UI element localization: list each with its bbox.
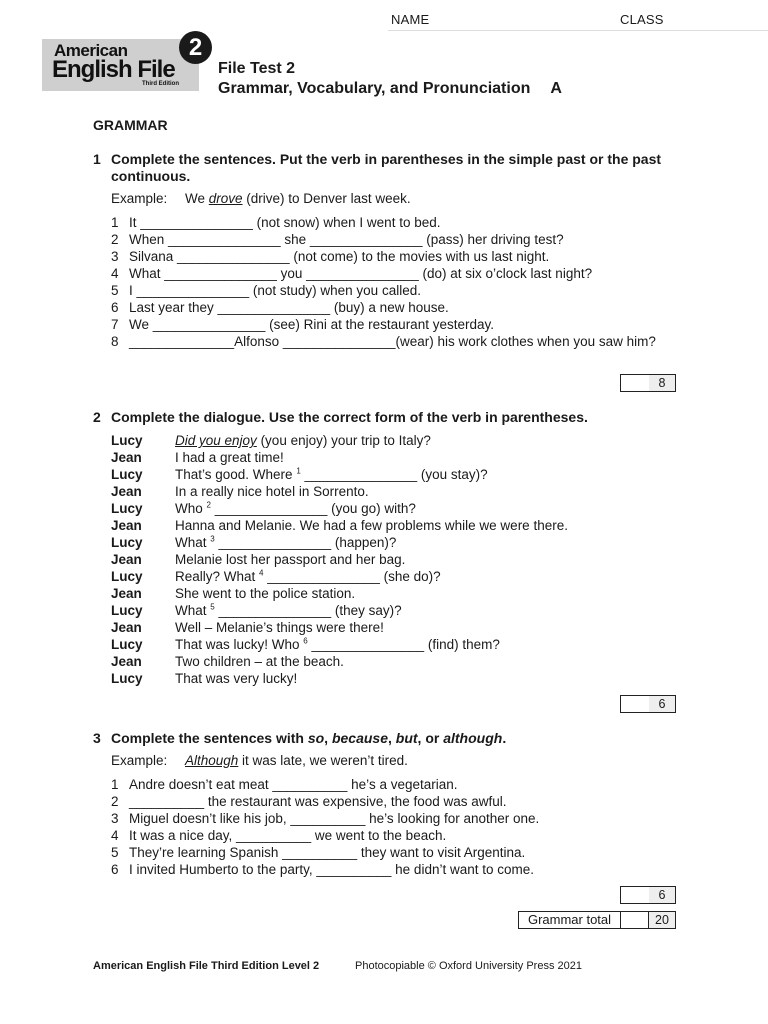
keyword-so: so	[307, 730, 325, 746]
footer-copyright: Photocopiable © Oxford University Press 2021	[355, 960, 582, 972]
text-before: Hanna and Melanie. We had a few problems while we were there.	[175, 518, 568, 533]
item-text: It was a nice day, __________ we went to the beach.	[129, 828, 447, 843]
text-after: _______________ (they say)?	[214, 603, 402, 618]
item-text: Silvana _______________ (not come) to the movies with us last night.	[129, 249, 550, 264]
dialogue-text	[175, 432, 431, 449]
instruction-text: Complete the sentences with	[111, 730, 308, 746]
score-input-box[interactable]	[620, 886, 650, 904]
american-english-file-logo	[42, 34, 203, 91]
dialogue-text	[175, 483, 369, 500]
item-number: 8	[111, 334, 119, 349]
logo-line1: American	[54, 41, 128, 60]
text-before: Well – Melanie’s things were there!	[175, 620, 384, 635]
item-text: I invited Humberto to the party, __________ he didn’t want to come.	[129, 862, 534, 877]
question-1-score-box	[620, 374, 676, 391]
item-number: 7	[111, 317, 119, 332]
item-number: 2	[111, 794, 119, 809]
question-instruction	[111, 730, 671, 747]
logo-level-badge: 2	[179, 31, 212, 64]
item-number: 2	[111, 232, 119, 247]
speaker-name: Jean	[111, 552, 142, 567]
example-text-after: (drive) to Denver last week.	[242, 191, 411, 206]
question-number: 2	[93, 409, 101, 425]
item-number: 1	[111, 777, 119, 792]
name-label: NAME	[391, 12, 430, 27]
item-number: 3	[111, 249, 119, 264]
speaker-name: Jean	[111, 654, 142, 669]
separator: ,	[324, 730, 332, 746]
score-max: 8	[649, 374, 676, 392]
dialogue-text	[175, 585, 355, 602]
item-number: 5	[111, 283, 119, 298]
dialogue-text	[175, 551, 405, 568]
gap-number: 1	[296, 466, 301, 476]
item-number: 1	[111, 215, 119, 230]
logo-edition: Third Edition	[142, 81, 179, 87]
item-text: Last year they _______________ (buy) a new house.	[129, 300, 449, 315]
keyword-although: although	[443, 730, 503, 746]
section-heading-grammar: GRAMMAR	[93, 117, 168, 133]
score-max: 6	[649, 886, 676, 904]
dialogue-text	[175, 670, 297, 687]
text-after: _______________ (find) them?	[307, 637, 500, 652]
question-number: 1	[93, 151, 101, 167]
dialogue-text	[175, 653, 344, 670]
test-title: File Test 2	[218, 60, 296, 77]
item-text: They’re learning Spanish __________ they want to visit Argentina.	[129, 845, 526, 860]
text-before: Melanie lost her passport and her bag.	[175, 552, 406, 567]
item-number: 6	[111, 300, 119, 315]
item-number: 5	[111, 845, 119, 860]
separator: ,	[388, 730, 396, 746]
item-number: 4	[111, 266, 119, 281]
speaker-name: Lucy	[111, 433, 143, 448]
text-before: In a really nice hotel in Sorrento.	[175, 484, 369, 499]
gap-number: 4	[259, 568, 264, 578]
test-subtitle-text: Grammar, Vocabulary, and Pronunciation	[218, 80, 531, 97]
text-before: She went to the police station.	[175, 586, 356, 601]
text-after: _______________ (you go) with?	[210, 501, 416, 516]
grammar-total-input-box[interactable]	[620, 911, 649, 929]
question-number: 3	[93, 730, 101, 746]
item-number: 6	[111, 862, 119, 877]
text-before: That’s good. Where	[175, 467, 297, 482]
question-1-example	[111, 191, 411, 206]
text-before: Who	[175, 501, 207, 516]
instruction-end: .	[502, 730, 507, 746]
gap-number: 3	[210, 534, 215, 544]
item-text: It _______________ (not snow) when I went to bed.	[129, 215, 441, 230]
speaker-name: Lucy	[111, 501, 143, 516]
speaker-name: Lucy	[111, 671, 143, 686]
item-text: __________ the restaurant was expensive, the food was awful.	[129, 794, 507, 809]
speaker-name: Lucy	[111, 569, 143, 584]
dialogue-text	[175, 500, 416, 517]
page-footer	[93, 960, 582, 972]
logo-line2: English File	[52, 56, 175, 83]
test-subtitle	[218, 80, 562, 98]
speaker-name: Lucy	[111, 637, 143, 652]
gap-number: 6	[303, 636, 308, 646]
item-text: We _______________ (see) Rini at the restaurant yesterday.	[129, 317, 494, 332]
dialogue-text	[175, 517, 568, 534]
header-fields	[0, 12, 768, 30]
item-number: 4	[111, 828, 119, 843]
text-after: _______________ (she do)?	[263, 569, 441, 584]
question-3-score-box	[620, 886, 676, 903]
score-input-box[interactable]	[620, 695, 650, 713]
speaker-name: Jean	[111, 450, 142, 465]
speaker-name: Jean	[111, 518, 142, 533]
example-text-after: it was late, we weren’t tired.	[238, 753, 408, 768]
dialogue-text	[175, 466, 488, 483]
dialogue-text	[175, 534, 396, 551]
footer-course: American English File Third Edition Level 2	[93, 960, 320, 972]
item-number: 3	[111, 811, 119, 826]
example-label: Example:	[111, 191, 168, 206]
text-before: Really? What	[175, 569, 260, 584]
gap-number: 5	[210, 602, 215, 612]
text-after: _______________ (you stay)?	[300, 467, 488, 482]
speaker-name: Lucy	[111, 467, 143, 482]
text-before: Two children – at the beach.	[175, 654, 344, 669]
speaker-name: Jean	[111, 620, 142, 635]
header-divider	[388, 30, 768, 31]
grammar-total-max: 20	[649, 911, 676, 929]
grammar-total-label: Grammar total	[518, 911, 621, 929]
example-answer: Although	[185, 753, 239, 768]
keyword-because: because	[331, 730, 388, 746]
score-max: 6	[649, 695, 676, 713]
text-before: What	[175, 535, 211, 550]
question-instruction: Complete the sentences. Put the verb in parentheses in the simple past or the past continuous.	[111, 151, 662, 184]
item-text: Andre doesn’t eat meat __________ he’s a vegetarian.	[129, 777, 458, 792]
separator: , or	[417, 730, 444, 746]
speaker-name: Jean	[111, 586, 142, 601]
speaker-name: Lucy	[111, 603, 143, 618]
text-before: That was lucky! Who	[175, 637, 304, 652]
item-text: When _______________ she _______________ (pass) her driving test?	[129, 232, 564, 247]
example-text-before: We	[185, 191, 209, 206]
class-label: CLASS	[620, 12, 664, 27]
dialogue-text	[175, 568, 441, 585]
speaker-name: Jean	[111, 484, 142, 499]
text-after: (you enjoy) your trip to Italy?	[256, 433, 431, 448]
dialogue-text	[175, 602, 402, 619]
example-answer: Did you enjoy	[175, 433, 257, 448]
gap-number: 2	[206, 500, 211, 510]
text-before: I had a great time!	[175, 450, 284, 465]
text-before: That was very lucky!	[175, 671, 298, 686]
dialogue-text	[175, 449, 284, 466]
text-before: What	[175, 603, 211, 618]
speaker-name: Lucy	[111, 535, 143, 550]
keyword-but: but	[395, 730, 418, 746]
question-3-example	[111, 753, 408, 768]
item-text: ______________Alfonso _______________(wear) his work clothes when you saw him?	[129, 334, 656, 349]
question-2-score-box	[620, 695, 676, 712]
dialogue-text	[175, 619, 384, 636]
text-after: _______________ (happen)?	[214, 535, 397, 550]
example-label: Example:	[111, 753, 168, 768]
score-input-box[interactable]	[620, 374, 650, 392]
example-answer: drove	[208, 191, 243, 206]
test-version: A	[550, 80, 562, 97]
item-text: What _______________ you _______________ (do) at six o’clock last night?	[129, 266, 593, 281]
dialogue-text	[175, 636, 500, 653]
item-text: I _______________ (not study) when you called.	[129, 283, 421, 298]
question-instruction: Complete the dialogue. Use the correct form of the verb in parentheses.	[111, 409, 588, 425]
item-text: Miguel doesn’t like his job, __________ he’s looking for another one.	[129, 811, 540, 826]
